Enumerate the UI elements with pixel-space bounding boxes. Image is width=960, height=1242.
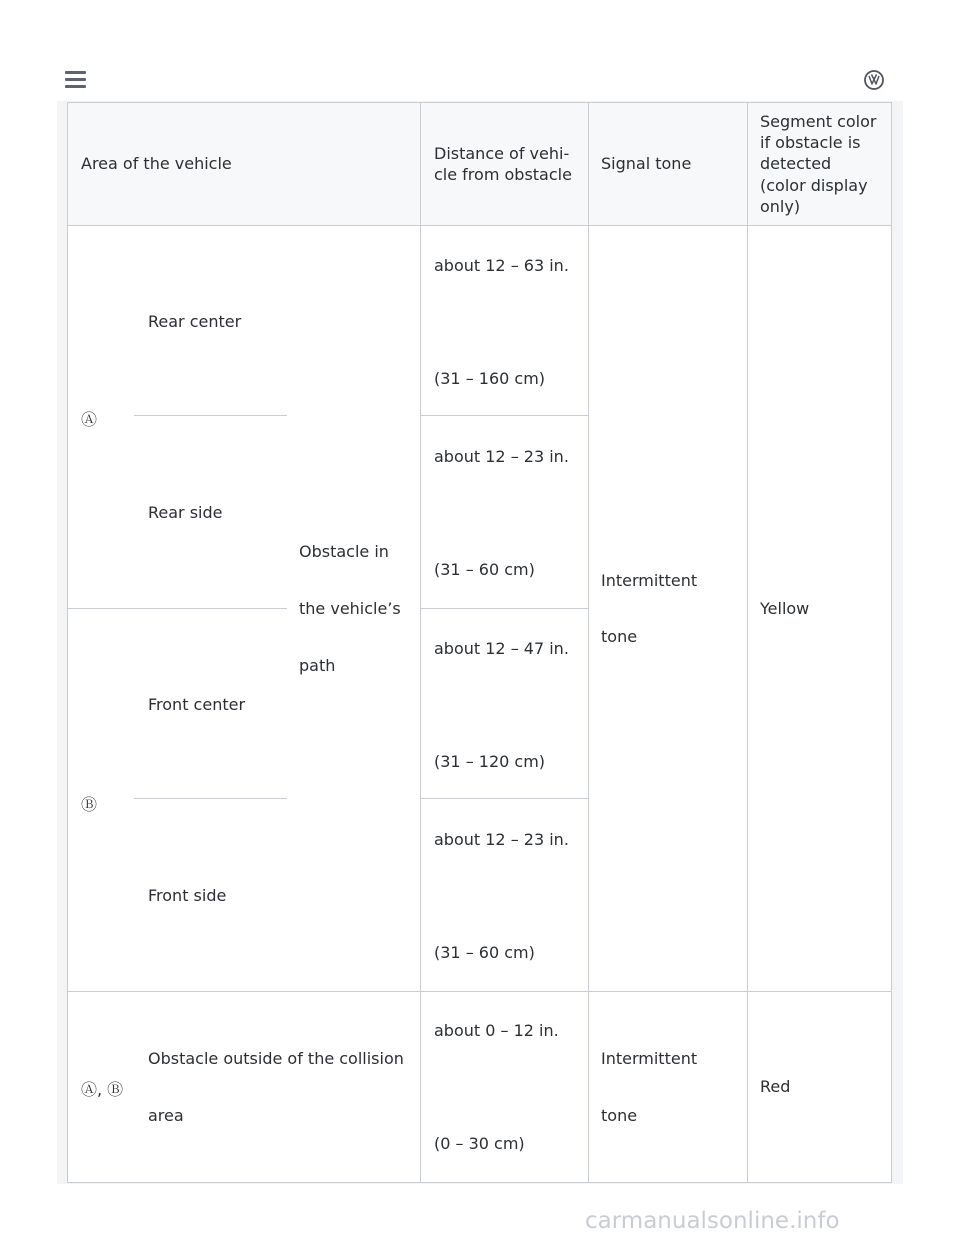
table-row bbox=[68, 226, 892, 992]
distance-in: about 0 – 12 in. bbox=[434, 1021, 559, 1040]
watermark: carmanualsonline.info bbox=[585, 1208, 840, 1234]
path-label-line: the vehicle’s bbox=[299, 599, 401, 618]
area-cell-outside bbox=[68, 992, 421, 1183]
distance-cm: (31 – 120 cm) bbox=[434, 752, 546, 771]
header-area: Area of the vehicle bbox=[68, 103, 421, 226]
distance-cm: (31 – 160 cm) bbox=[434, 369, 546, 388]
area-cell-path bbox=[68, 226, 421, 992]
header-color: Segment color if obstacle is detected (color display only) bbox=[748, 103, 892, 226]
menu-icon[interactable] bbox=[65, 71, 86, 88]
header-distance: Distance of vehi- cle from obstacle bbox=[421, 103, 589, 226]
row-divider bbox=[421, 798, 589, 799]
distance-cm: (31 – 60 cm) bbox=[434, 943, 535, 962]
row-divider bbox=[421, 608, 589, 609]
header-signal: Signal tone bbox=[589, 103, 748, 226]
distance-in: about 12 – 47 in. bbox=[434, 639, 569, 658]
table-row bbox=[68, 992, 892, 1183]
distance-in: about 12 – 63 in. bbox=[434, 256, 569, 275]
area-front-side: Front side bbox=[148, 886, 227, 905]
segment-color-yellow: Yellow bbox=[760, 599, 810, 618]
area-front-center: Front center bbox=[148, 695, 246, 714]
segment-color-red: Red bbox=[760, 1077, 791, 1096]
row-divider bbox=[421, 415, 589, 416]
color-cell-path bbox=[748, 226, 892, 992]
distance-cm: (0 – 30 cm) bbox=[434, 1134, 525, 1153]
group-a-symbol: Ⓐ bbox=[81, 410, 98, 429]
parking-distance-table bbox=[67, 102, 892, 1183]
path-label-line: Obstacle in bbox=[299, 542, 389, 561]
distance-cell-path bbox=[421, 226, 589, 992]
signal-cell-path bbox=[589, 226, 748, 992]
vw-logo-icon[interactable] bbox=[864, 70, 884, 90]
distance-in: about 12 – 23 in. bbox=[434, 447, 569, 466]
distance-in: about 12 – 23 in. bbox=[434, 830, 569, 849]
area-outside-line: Obstacle outside of the collision bbox=[148, 1049, 404, 1068]
group-ab-symbol: Ⓐ, Ⓑ bbox=[81, 1080, 124, 1099]
color-cell-outside bbox=[748, 992, 892, 1183]
row-divider bbox=[134, 798, 287, 799]
signal-line: tone bbox=[601, 1106, 638, 1125]
signal-line: Intermittent bbox=[601, 1049, 698, 1068]
table-header-row bbox=[68, 103, 892, 226]
group-b-symbol: Ⓑ bbox=[81, 795, 98, 814]
path-label-line: path bbox=[299, 656, 336, 675]
area-rear-side: Rear side bbox=[148, 503, 223, 522]
signal-line: tone bbox=[601, 627, 638, 646]
signal-cell-outside bbox=[589, 992, 748, 1183]
area-rear-center: Rear center bbox=[148, 312, 242, 331]
row-divider bbox=[134, 415, 287, 416]
signal-line: Intermittent bbox=[601, 571, 698, 590]
area-outside-line: area bbox=[148, 1106, 184, 1125]
distance-cm: (31 – 60 cm) bbox=[434, 560, 535, 579]
top-bar bbox=[0, 0, 960, 100]
distance-cell-outside bbox=[421, 992, 589, 1183]
group-divider bbox=[68, 608, 287, 609]
